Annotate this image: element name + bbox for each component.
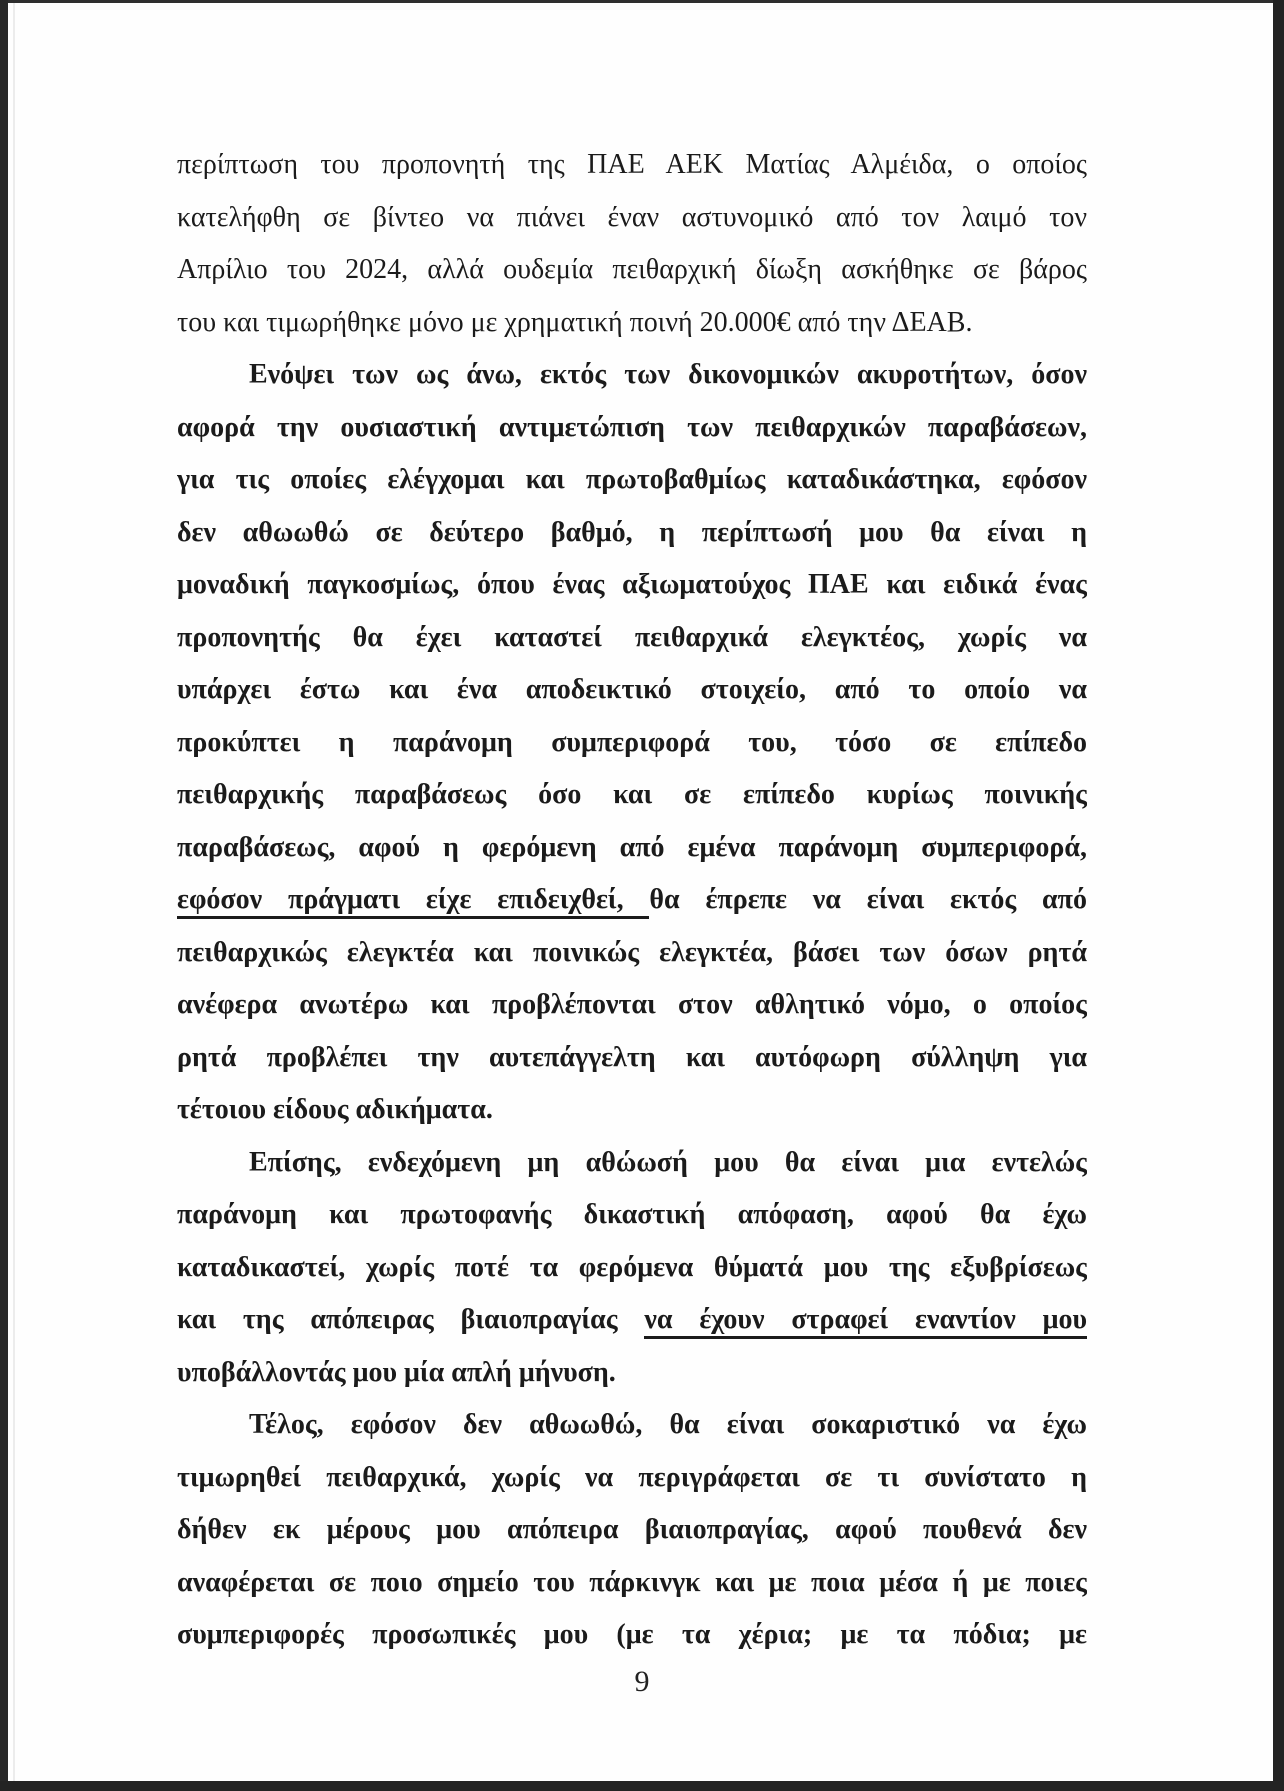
text-segment: πειθαρχικής παραβάσεως όσο και σε επίπεδο κυρίως ποινικής: [177, 779, 1087, 810]
text-line-15: [177, 874, 1087, 927]
text-segment: πειθαρχικώς ελεγκτέα και ποινικώς ελεγκτέα, βάσει των όσων ρητά: [177, 936, 1087, 968]
scan-border-left: [0, 0, 8, 1791]
text-line-10: [177, 612, 1087, 665]
text-segment: υποβάλλοντάς μου μία απλή μήνυση.: [177, 1356, 616, 1388]
text-line-1: [177, 139, 1087, 192]
text-segment: Επίσης, ενδεχόμενη μη αθώωσή μου θα είναι μια εντελώς: [249, 1146, 1087, 1178]
text-segment: Τέλος, εφόσον δεν αθωωθώ, θα είναι σοκαριστικό να έχω: [249, 1409, 1087, 1440]
text-segment: αναφέρεται σε ποιο σημείο του πάρκινγκ και με ποια μέσα ή με ποιες: [177, 1566, 1087, 1598]
text-line-23: [177, 1294, 1087, 1347]
text-segment: παραβάσεως, αφού η φερόμενη από εμένα παράνομη συμπεριφορά,: [177, 831, 1087, 863]
text-line-19: [177, 1084, 1087, 1137]
text-segment: προπονητής θα έχει καταστεί πειθαρχικά ελεγκτέος, χωρίς να: [177, 621, 1087, 653]
text-line-18: [177, 1032, 1087, 1085]
text-segment: δήθεν εκ μέρους μου απόπειρα βιαιοπραγίας, αφού πουθενά δεν: [177, 1514, 1087, 1545]
text-segment: αφορά την ουσιαστική αντιμετώπιση των πειθαρχικών παραβάσεων,: [177, 411, 1087, 443]
text-line-16: [177, 927, 1087, 980]
page-number: 9: [634, 1665, 650, 1698]
text-segment: Απρίλιο του 2024, αλλά ουδεμία πειθαρχική δίωξη ασκήθηκε σε βάρος: [177, 254, 1087, 285]
text-segment: υπάρχει έστω και ένα αποδεικτικό στοιχείο, από το οποίο να: [177, 674, 1087, 705]
text-line-2: [177, 192, 1087, 245]
text-line-12: [177, 717, 1087, 770]
text-segment: καταδικαστεί, χωρίς ποτέ τα φερόμενα θύματά μου της εξυβρίσεως: [177, 1251, 1087, 1283]
text-segment: και της απόπειρας βιαιοπραγίας: [177, 1304, 645, 1335]
scan-border-bottom: [0, 1781, 1284, 1791]
text-segment: κατελήφθη σε βίντεο να πιάνει έναν αστυνομικό από τον λαιμό τον: [177, 201, 1087, 233]
text-segment: δεν αθωωθώ σε δεύτερο βαθμό, η περίπτωσή μου θα είναι η: [177, 516, 1087, 548]
text-line-29: [177, 1609, 1087, 1662]
text-line-28: [177, 1557, 1087, 1610]
text-segment: προκύπτει η παράνομη συμπεριφορά του, τόσο σε επίπεδο: [177, 726, 1087, 758]
text-segment: ανέφερα ανωτέρω και προβλέπονται στον αθλητικό νόμο, ο οποίος: [177, 989, 1087, 1020]
text-segment: για τις οποίες ελέγχομαι και πρωτοβαθμίως καταδικάστηκα, εφόσον: [177, 464, 1087, 495]
text-segment: θα έπρεπε να είναι εκτός από: [649, 884, 1087, 915]
text-line-17: [177, 979, 1087, 1032]
text-line-27: [177, 1504, 1087, 1557]
text-line-7: [177, 454, 1087, 507]
text-segment: ρητά προβλέπει την αυτεπάγγελτη και αυτόφωρη σύλληψη για: [177, 1041, 1087, 1073]
text-line-11: [177, 664, 1087, 717]
document-text-block: [177, 139, 1087, 1662]
text-segment: περίπτωση του προπονητή της ΠΑΕ ΑΕΚ Ματίας Αλμέιδα, ο οποίος: [177, 149, 1087, 180]
underlined-text: εφόσον πράγματι είχε επιδειχθεί,: [177, 884, 649, 919]
text-segment: μοναδική παγκοσμίως, όπου ένας αξιωματούχος ΠΑΕ και ειδικά ένας: [177, 569, 1087, 600]
text-segment: παράνομη και πρωτοφανής δικαστική απόφαση, αφού θα έχω: [177, 1199, 1087, 1230]
text-segment: τέτοιου είδους αδικήματα.: [177, 1094, 493, 1125]
paper-edge-line: [13, 0, 15, 1791]
text-line-21: [177, 1189, 1087, 1242]
scan-border-top: [0, 0, 1284, 3]
text-segment: του και τιμωρήθηκε μόνο με χρηματική ποινή 20.000€ από την ΔΕΑΒ.: [177, 306, 973, 338]
scan-border-right: [1273, 0, 1284, 1791]
text-line-3: [177, 244, 1087, 297]
text-segment: τιμωρηθεί πειθαρχικά, χωρίς να περιγράφεται σε τι συνίστατο η: [177, 1461, 1087, 1493]
text-line-22: [177, 1242, 1087, 1295]
text-line-8: [177, 507, 1087, 560]
text-line-9: [177, 559, 1087, 612]
text-line-6: [177, 402, 1087, 455]
text-segment: συμπεριφορές προσωπικές μου (με τα χέρια; με τα πόδια; με: [177, 1619, 1087, 1650]
text-line-5: [177, 349, 1087, 402]
text-line-25: [177, 1399, 1087, 1452]
text-line-14: [177, 822, 1087, 875]
text-line-26: [177, 1452, 1087, 1505]
text-line-13: [177, 769, 1087, 822]
text-line-20: [177, 1137, 1087, 1190]
underlined-text: να έχουν στραφεί εναντίον μου: [644, 1304, 1087, 1339]
text-segment: Ενόψει των ως άνω, εκτός των δικονομικών ακυροτήτων, όσον: [249, 359, 1087, 390]
text-line-4: [177, 297, 1087, 350]
text-line-24: [177, 1347, 1087, 1400]
